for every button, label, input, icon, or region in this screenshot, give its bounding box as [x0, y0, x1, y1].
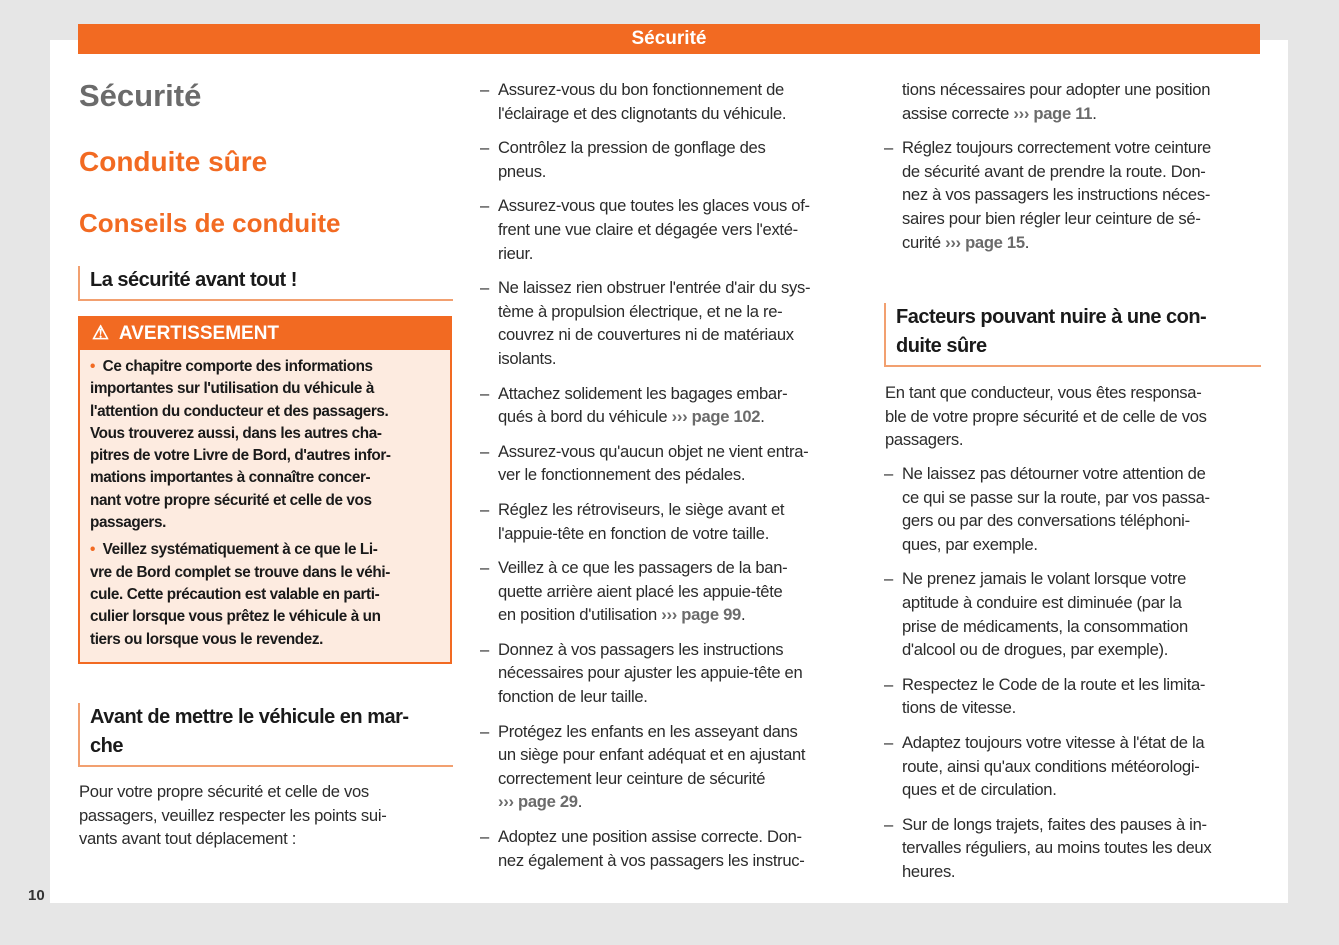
line-text: route, ainsi qu'aux conditions météorologi- — [902, 756, 1200, 776]
page-reference-link[interactable]: ››› page 102 — [671, 407, 761, 427]
line-text: Ce chapitre comporte des informations — [102, 358, 373, 375]
bullet-icon: • — [90, 541, 95, 559]
line-text: rieur. — [498, 243, 534, 263]
line-text: correctement leur ceinture de sécurité — [498, 768, 766, 788]
dash-marker: – — [884, 569, 893, 589]
line-text: ce qui se passe sur la route, par vos passa- — [902, 487, 1210, 507]
line-text: fonction de leur taille. — [498, 687, 648, 707]
line-text: nez à vos passagers les instructions néces- — [902, 185, 1211, 205]
text-line: Facteurs pouvant nuire à une con- — [896, 306, 1207, 328]
text-line — [498, 382, 870, 406]
dash-marker: – — [480, 721, 489, 741]
line-text: tème à propulsion électrique, et ne la re- — [498, 301, 783, 321]
line-text: Contrôlez la pression de gonflage des — [498, 138, 766, 158]
line-text: l'appuie-tête en fonction de votre taille. — [498, 523, 770, 543]
text-line — [498, 498, 870, 522]
line-text: saires pour bien régler leur ceinture de sé- — [902, 208, 1201, 228]
list-item — [884, 731, 1274, 802]
line-text: Attachez solidement les bagages embar- — [498, 383, 788, 403]
text-line — [902, 102, 1274, 126]
dash-marker: – — [884, 138, 893, 158]
line-text: d'alcool ou de drogues, par exemple). — [902, 640, 1169, 660]
line-text: Réglez les rétroviseurs, le siège avant et — [498, 499, 785, 519]
list-item — [480, 638, 870, 709]
line-text: couvrez ni de couvertures ni de matériaux — [498, 325, 794, 345]
text-line — [498, 685, 870, 709]
list-item — [884, 462, 1274, 556]
list-item — [480, 825, 870, 872]
text-line — [498, 160, 870, 184]
text-line — [90, 378, 442, 400]
page-reference-link[interactable]: ››› page 11 — [1013, 103, 1093, 123]
text-line — [90, 490, 442, 512]
line-text: Respectez le Code de la route et les limita- — [902, 674, 1206, 694]
text-line — [498, 580, 870, 604]
text-line — [902, 160, 1274, 184]
page-number: 10 — [28, 887, 45, 904]
text-line — [498, 440, 870, 464]
dash-marker: – — [480, 196, 489, 216]
text-line — [498, 323, 870, 347]
list-item — [480, 194, 870, 265]
text-line — [498, 194, 870, 218]
line-text: Réglez toujours correctement votre ceinture — [902, 138, 1211, 158]
warning-title: AVERTISSEMENT — [118, 323, 280, 344]
text-line — [902, 696, 1274, 720]
punctuation: . — [760, 407, 765, 427]
line-text: tiers ou lorsque vous le revendez. — [90, 630, 323, 648]
list-item — [480, 276, 870, 370]
intro-paragraph — [79, 780, 459, 851]
text-line: En tant que conducteur, vous êtes responsa- — [885, 383, 1202, 402]
line-text: Ne laissez pas détourner votre attention de — [902, 464, 1206, 483]
dash-marker: – — [884, 464, 893, 483]
list-item — [884, 567, 1274, 661]
line-text: l'éclairage et des clignotants du véhicule. — [498, 103, 787, 123]
line-text: pitres de votre Livre de Bord, d'autres infor- — [90, 447, 391, 465]
line-text: pneus. — [498, 161, 547, 181]
list-item — [884, 78, 1274, 125]
page-reference-link[interactable]: ››› page 29 — [498, 792, 578, 812]
line-text: ques, par exemple. — [902, 534, 1038, 554]
list-item — [480, 440, 870, 487]
text-line — [498, 136, 870, 160]
list-item — [884, 813, 1274, 884]
text-line: Avant de mettre le véhicule en mar- — [90, 706, 409, 728]
text-line — [90, 445, 442, 467]
text-line — [902, 231, 1274, 255]
text-line — [498, 849, 870, 873]
line-text: Veillez à ce que les passagers de la ban- — [498, 558, 788, 578]
punctuation: . — [1092, 103, 1097, 123]
text-line — [902, 778, 1274, 802]
text-line — [498, 790, 870, 814]
line-text: cule. Cette précaution est valable en parti- — [90, 585, 380, 603]
warning-box — [78, 316, 452, 664]
line-text: assise correcte — [902, 103, 1014, 123]
line-text: qués à bord du véhicule — [498, 407, 672, 427]
heading-before-driving — [78, 703, 453, 767]
dash-marker: – — [480, 827, 489, 847]
text-line — [902, 673, 1274, 697]
text-line — [902, 591, 1274, 615]
text-line: duite sûre — [896, 335, 987, 357]
list-item — [884, 136, 1274, 254]
line-text: vre de Bord complet se trouve dans le véhi- — [90, 563, 390, 581]
text-line: Pour votre propre sécurité et celle de vos — [79, 782, 369, 801]
line-text: l'attention du conducteur et des passagers. — [90, 402, 389, 420]
text-line — [498, 556, 870, 580]
section-header-banner: Sécurité — [78, 24, 1260, 54]
text-line — [90, 356, 442, 378]
list-item — [480, 556, 870, 627]
text-line — [90, 629, 442, 651]
line-text: gers ou par des conversations téléphoni- — [902, 511, 1190, 531]
text-line — [498, 638, 870, 662]
text-line: passagers, veuillez respecter les points sui- — [79, 805, 387, 825]
line-text: Sur de longs trajets, faites des pauses à in- — [902, 814, 1207, 834]
text-line — [90, 606, 442, 628]
list-item — [480, 498, 870, 545]
text-line — [498, 522, 870, 546]
line-text: mations importantes à connaître concer- — [90, 469, 371, 487]
list-item — [480, 382, 870, 429]
line-text: nez également à vos passagers les instruc- — [498, 850, 805, 870]
dash-marker: – — [480, 639, 489, 659]
line-text: quette arrière aient placé les appuie-tête — [498, 581, 783, 601]
text-line — [902, 533, 1274, 557]
warning-header — [80, 318, 450, 350]
text-line — [498, 405, 870, 429]
list-item — [480, 78, 870, 125]
text-line — [902, 615, 1274, 639]
text-line — [902, 509, 1274, 533]
dash-marker: – — [480, 383, 489, 403]
dash-marker: – — [480, 558, 489, 578]
punctuation: . — [1024, 232, 1030, 252]
text-line — [90, 423, 442, 445]
text-line — [498, 825, 870, 849]
text-line — [498, 78, 870, 102]
line-text: Assurez-vous du bon fonctionnement de — [498, 80, 784, 99]
text-line — [902, 207, 1274, 231]
text-line — [498, 276, 870, 300]
line-text: en position d'utilisation — [498, 605, 662, 625]
line-text: Protégez les enfants en les asseyant dans — [498, 721, 798, 741]
text-line — [498, 102, 870, 126]
line-text: Veillez systématiquement à ce que le Li- — [102, 541, 378, 559]
page-reference-link[interactable]: ››› page 99 — [661, 605, 741, 625]
text-line — [902, 136, 1274, 160]
text-line — [902, 813, 1274, 837]
text-line — [90, 539, 442, 561]
list-item — [480, 136, 870, 183]
line-text: passagers. — [90, 514, 166, 532]
text-line: che — [90, 735, 123, 757]
line-text: Assurez-vous que toutes les glaces vous of- — [498, 196, 810, 216]
line-text: Ne prenez jamais le volant lorsque votre — [902, 569, 1187, 589]
line-text: tervalles réguliers, au moins toutes les deux — [902, 838, 1212, 858]
section-title: Conseils de conduite — [79, 208, 341, 238]
text-line — [498, 347, 870, 371]
line-text: importantes sur l'utilisation du véhicule à — [90, 380, 374, 398]
line-text: heures. — [902, 861, 956, 881]
line-text: frent une vue claire et dégagée vers l'exté- — [498, 219, 798, 239]
text-line — [90, 562, 442, 584]
dash-marker: – — [480, 278, 489, 298]
text-line — [498, 661, 870, 685]
list-item — [884, 673, 1274, 720]
line-text: Vous trouverez aussi, dans les autres cha- — [90, 424, 382, 442]
line-text: tions de vitesse. — [902, 698, 1016, 718]
dash-marker: – — [480, 499, 489, 519]
risk-factors-list — [884, 462, 1274, 895]
heading-safety-first: La sécurité avant tout ! — [78, 266, 453, 301]
text-line — [498, 218, 870, 242]
text-line — [498, 720, 870, 744]
chapter-title: Conduite sûre — [79, 146, 268, 177]
text-line — [498, 463, 870, 487]
line-text: tions nécessaires pour adopter une position — [902, 80, 1211, 99]
dash-marker: – — [480, 80, 489, 99]
text-line — [90, 401, 442, 423]
line-text: prise de médicaments, la consommation — [902, 616, 1188, 636]
punctuation: . — [740, 605, 746, 625]
checklist-column-3 — [884, 78, 1274, 265]
line-text: ques et de circulation. — [902, 780, 1057, 800]
line-text: nant votre propre sécurité et celle de vos — [90, 491, 372, 509]
warning-triangle-icon: ⚠ — [92, 323, 110, 344]
text-line — [902, 860, 1274, 884]
dash-marker: – — [884, 732, 893, 752]
line-text: Ne laissez rien obstruer l'entrée d'air du sys- — [498, 278, 811, 298]
text-line — [902, 183, 1274, 207]
text-line — [498, 767, 870, 791]
punctuation: . — [577, 792, 582, 812]
page-title: Sécurité — [79, 78, 202, 113]
text-line — [902, 731, 1274, 755]
text-line — [902, 78, 1274, 102]
text-line — [902, 836, 1274, 860]
text-line — [90, 467, 442, 489]
line-text: nécessaires pour ajuster les appuie-tête en — [498, 663, 803, 683]
dash-marker: – — [884, 814, 893, 834]
text-line: vants avant tout déplacement : — [79, 829, 297, 849]
line-text: ver le fonctionnement des pédales. — [498, 465, 746, 485]
text-line — [902, 462, 1274, 486]
line-text: Adoptez une position assise correcte. Don- — [498, 827, 802, 847]
line-text: Donnez à vos passagers les instructions — [498, 639, 784, 659]
text-line — [90, 584, 442, 606]
checklist-column-2 — [480, 78, 870, 883]
text-line: passagers. — [885, 430, 964, 450]
line-text: curité — [902, 232, 946, 252]
text-line — [902, 486, 1274, 510]
bullet-icon: • — [90, 358, 95, 375]
text-line — [498, 242, 870, 266]
dash-marker: – — [480, 138, 489, 158]
text-line — [902, 567, 1274, 591]
text-line — [902, 638, 1274, 662]
line-text: culier lorsque vous prêtez le véhicule à un — [90, 608, 381, 626]
line-text: aptitude à conduire est diminuée (par la — [902, 592, 1182, 612]
text-line — [902, 755, 1274, 779]
warning-body — [80, 350, 450, 662]
line-text: isolants. — [498, 348, 557, 368]
line-text: Assurez-vous qu'aucun objet ne vient entra- — [498, 441, 809, 461]
warning-paragraph — [90, 539, 442, 650]
line-text: Adaptez toujours votre vitesse à l'état de la — [902, 732, 1205, 752]
text-line — [498, 743, 870, 767]
text-line: ble de votre propre sécurité et de celle de vos — [885, 406, 1207, 426]
risk-intro-paragraph — [885, 381, 1275, 452]
text-line — [498, 603, 870, 627]
text-line — [90, 512, 442, 534]
list-item — [480, 720, 870, 814]
line-text: de sécurité avant de prendre la route. Don- — [902, 161, 1206, 181]
line-text: un siège pour enfant adéquat et en ajustant — [498, 745, 806, 765]
text-line — [498, 300, 870, 324]
dash-marker: – — [884, 674, 893, 694]
dash-marker: – — [480, 441, 489, 461]
warning-paragraph — [90, 356, 442, 534]
heading-risk-factors — [884, 303, 1261, 367]
page-reference-link[interactable]: ››› page 15 — [945, 232, 1025, 252]
